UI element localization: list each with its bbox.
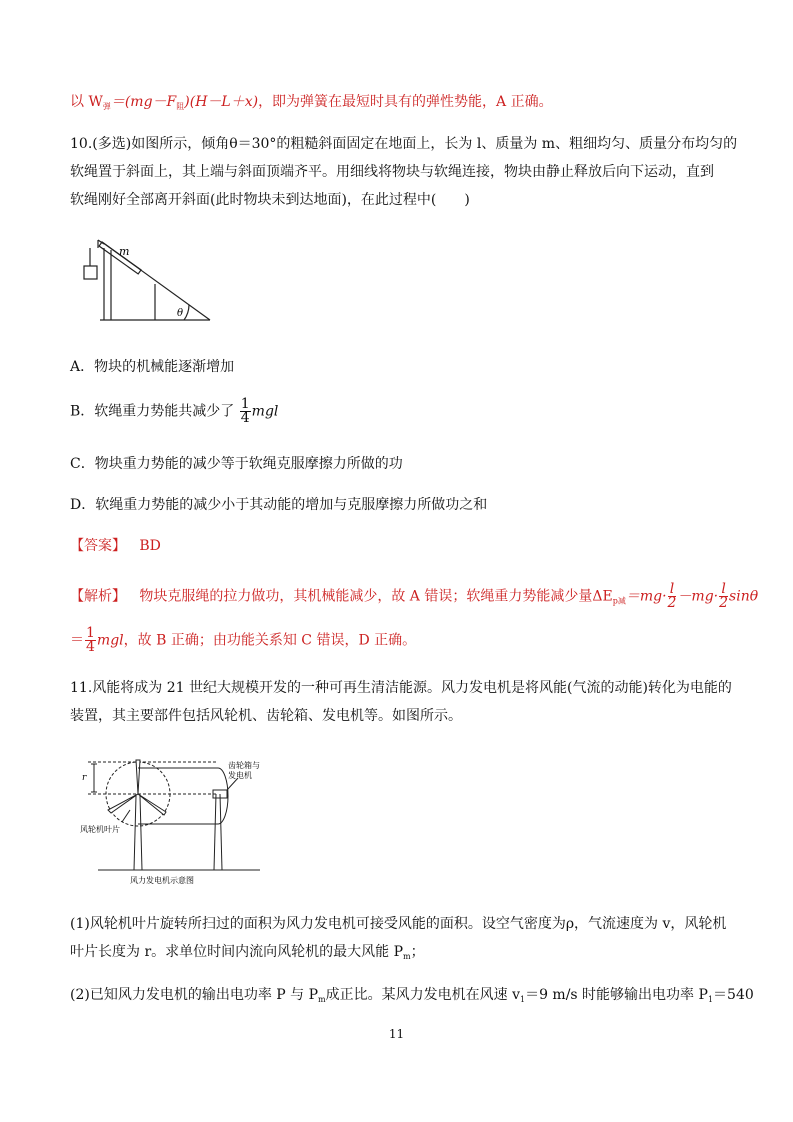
figure-caption: 风力发电机示意图 bbox=[130, 876, 194, 885]
fraction-one-quarter: $\frac{1}{4}$ bbox=[240, 396, 250, 426]
q10-option-d: D．软绳重力势能的减少小于其动能的增加与克服摩擦力所做功之和 bbox=[70, 497, 488, 513]
q10-stem-line1: 10.(多选)如图所示，倾角θ＝30°的粗糙斜面固定在地面上，长为 l、质量为 m、粗细均匀、质量分布均匀的 bbox=[70, 136, 738, 152]
q10-option-b: B．软绳重力势能共减少了 $\frac{1}{4}$ mgl bbox=[70, 396, 279, 426]
q10-option-c: C．物块重力势能的减少等于软绳克服摩擦力所做的功 bbox=[70, 456, 403, 472]
nacelle-drum bbox=[138, 768, 228, 824]
label-blade: 风轮机叶片 bbox=[80, 825, 120, 834]
q11-part2-line1: (2)已知风力发电机的输出电功率 P 与 $P_m$成正比。某风力发电机在风速 $v_1=9$ m/s 时能够输出电功率 $P_1=540$ bbox=[70, 987, 754, 1004]
wind-turbine-figure bbox=[78, 750, 268, 890]
q10-answer: 【答案】 BD bbox=[70, 538, 161, 554]
block-box bbox=[84, 266, 97, 279]
q11-part1-line2: 叶片长度为 r。求单位时间内流向风轮机的最大风能 $P_m$； bbox=[70, 944, 425, 961]
q11-part1-line1: (1)风轮机叶片旋转所扫过的面积为风力发电机可接受风能的面积。设空气密度为ρ，气流速度为 v，风轮机 bbox=[70, 916, 727, 932]
rear-tower bbox=[214, 794, 216, 870]
front-tower bbox=[134, 796, 136, 870]
q10-option-a: A．物块的机械能逐渐增加 bbox=[70, 359, 235, 375]
prev-answer-conclusion: 以 $W_弹=(mg-F_阻)(H-L+x)$，即为弹簧在最短时具有的弹性势能，A 正确。 bbox=[70, 94, 553, 111]
label-gearbox-line2: 发电机 bbox=[228, 771, 252, 780]
q10-stem-line2: 软绳置于斜面上，其上端与斜面顶端齐平。用细线将物块与软绳连接，物块由静止释放后向下运动，直到 bbox=[70, 164, 714, 180]
q11-stem-line2: 装置，其主要部件包括风轮机、齿轮箱、发电机等。如图所示。 bbox=[70, 708, 462, 724]
q10-analysis-line2: ＝ $\frac{1}{4}$ mgl，故 B 正确；由功能关系知 C 错误，D 正确。 bbox=[70, 625, 417, 655]
label-gearbox-line1: 齿轮箱与 bbox=[228, 761, 260, 770]
q11-stem-line1: 11.风能将成为 21 世纪大规模开发的一种可再生清洁能源。风力发电机是将风能(气流的动能)转化为电能的 bbox=[70, 680, 732, 696]
angle-arc bbox=[184, 305, 189, 320]
incline-figure bbox=[80, 238, 215, 328]
label-m: m bbox=[119, 245, 130, 258]
label-theta: θ bbox=[177, 308, 184, 319]
label-r: r bbox=[82, 773, 87, 783]
q10-analysis-line1: 【解析】 物块克服绳的拉力做功，其机械能减少，故 A 错误；软绳重力势能减少量$\Delta E_{p减}=mg\cdot$ $\frac{l}{2}$ －mg· $\frac{l}{2}$ sinθ bbox=[70, 581, 759, 611]
q10-stem-line3: 软绳刚好全部离开斜面(此时物块未到达地面)，在此过程中( ) bbox=[70, 192, 470, 208]
page-number: 11 bbox=[388, 1027, 405, 1041]
